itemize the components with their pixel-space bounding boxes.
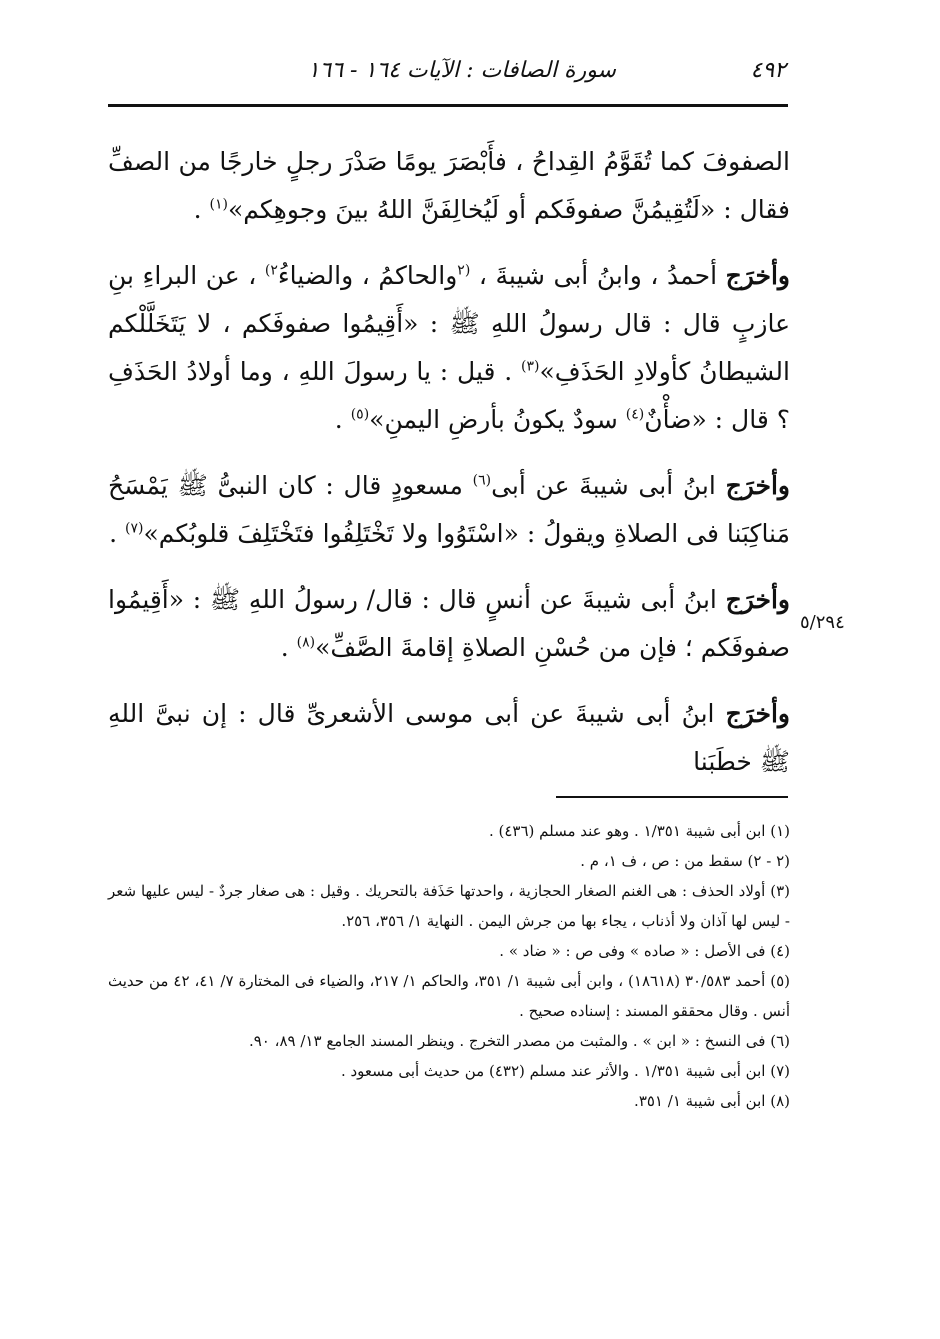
footnote: (٣) أولاد الحذف : هى الغنم الصغار الحجازية ، واحدتها حَذَفة بالتحريك . وقيل : هى صغار جردٌ - ليس عليها شعر - ليس لها آذان ولا أذناب ، يجاء بها من جرش اليمن . النهاية ١/ ٣٥٦، ٢٥٦. bbox=[108, 882, 790, 930]
footnote-ref-6: (٦) bbox=[472, 472, 492, 489]
footnotes bbox=[108, 816, 790, 1116]
footnote-ref-3: (٣) bbox=[521, 358, 540, 375]
running-head: سورة الصافات : الآيات ١٦٤ - ١٦٦ bbox=[307, 58, 616, 83]
paragraph-tail: . bbox=[109, 519, 126, 548]
paragraph-2 bbox=[108, 252, 790, 444]
paragraph-text: سودٌ يكونُ بأرضِ اليمنِ» bbox=[369, 405, 626, 434]
footnote: (١) ابن أبى شيبة ١/٣٥١ . وهو عند مسلم (٤٣٦) . bbox=[488, 822, 790, 840]
footnote: (٤) فى الأصل : « صاده » وفى ص : « ضاد » . bbox=[499, 942, 790, 960]
paragraph-tail: . bbox=[193, 195, 210, 224]
paragraph-5 bbox=[108, 690, 790, 786]
page-number: ٤٩٢ bbox=[750, 58, 786, 83]
paragraph-text: ابنُ أبى شيبةَ عن أبى موسى الأشعرىِّ قال : إن نبىَّ اللهِ ﷺ خطَبَنا bbox=[108, 699, 790, 776]
paragraph-tail: . bbox=[334, 405, 351, 434]
paragraph-text: ابنُ أبى شيبةَ عن أنسٍ قال : قال/ رسولُ اللهِ ﷺ : «أَقِيمُوا صفوفَكم ؛ فإن من حُسْنِ الصلاةِ إقامةَ الصَّفِّ» bbox=[108, 585, 790, 662]
footnote: (٨) ابن أبى شيبة ١/ ٣٥١. bbox=[634, 1092, 790, 1110]
main-text bbox=[108, 138, 790, 804]
paragraph-text: والحاكمُ ، والضياءُ bbox=[277, 261, 458, 290]
footnote: (٥) أحمد ٣٠/٥٨٣ (١٨٦١٨) ، وابن أبى شيبة ١/ ٣٥١، والحاكم ١/ ٢١٧، والضياء فى المختارة ٧/ ٤١، ٤٢ من حديث أنس . وقال محققو المسند : إسناده صحيح . bbox=[108, 972, 791, 1020]
paragraph-tail: . bbox=[280, 633, 297, 662]
paragraph-text: مسعودٍ قال : كان النبىُّ ﷺ يَمْسَحُ مَناكِبَنا فى الصلاةِ ويقولُ : «اسْتَوُوا ولا تَخْتَلِفُوا فتَخْتَلِفَ قلوبُكم» bbox=[108, 471, 790, 548]
paragraph-lead: وأخرَج bbox=[725, 471, 790, 500]
paragraph-3 bbox=[108, 462, 790, 558]
footnote-ref-2-open: (٢ bbox=[457, 262, 471, 279]
footnote-ref-4: (٤) bbox=[625, 406, 645, 423]
margin-note: ٥/٢٩٤ bbox=[800, 612, 845, 633]
footnote-ref-1: (١) bbox=[209, 196, 228, 213]
paragraph-text: ابنُ أبى شيبةَ عن أبى bbox=[491, 471, 726, 500]
footnote-ref-7: (٧) bbox=[125, 520, 144, 537]
paragraph-lead: وأخرَج bbox=[725, 699, 790, 728]
header-rule bbox=[108, 104, 788, 107]
footnote: (٢ - ٢) سقط من : ص ، ف ١، م . bbox=[580, 852, 790, 870]
footnote-ref-5: (٥) bbox=[350, 406, 370, 423]
paragraph-4 bbox=[108, 576, 790, 672]
page-header bbox=[108, 52, 786, 96]
footnote-ref-8: (٨) bbox=[296, 634, 316, 651]
footnote-ref-2-close: ٢) bbox=[264, 262, 278, 279]
paragraph-text: ، عن البراءِ بنِ عازبٍ قال : قال رسولُ اللهِ ﷺ : «أَقِيمُوا صفوفَكم ، لا يَتَخَلَّلْكم الشيطانُ كأولادِ الحَذَفِ» bbox=[108, 261, 790, 386]
paragraph-text: الصفوفَ كما تُقَوَّمُ القِداحُ ، فأَبْصَرَ يومًا صَدْرَ رجلٍ خارجًا من الصفِّ فقال : «لَتُقِيمُنَّ صفوفَكم أو لَيُخالِفَنَّ اللهُ بينَ وجوهِكم» bbox=[108, 147, 790, 224]
paragraph-text: أحمدُ ، وابنُ أبى شيبةَ ، bbox=[470, 261, 726, 290]
paragraph-1 bbox=[108, 138, 790, 234]
paragraph-lead: وأخرَج bbox=[725, 585, 790, 614]
footnote-rule bbox=[556, 796, 788, 798]
footnote: (٧) ابن أبى شيبة ١/٣٥١ . والأثر عند مسلم (٤٣٢) من حديث أبى مسعود . bbox=[340, 1062, 790, 1080]
paragraph-text: . قيل : يا رسولَ اللهِ ، وما أولادُ الحَذَفِ ؟ قال : «ضأْنٌ bbox=[108, 357, 790, 434]
paragraph-lead: وأخرَج bbox=[725, 261, 790, 290]
footnote: (٦) فى النسخ : « ابن » . والمثبت من مصدر التخرج . وينظر المسند الجامع ١٣/ ٨٩، ٩٠. bbox=[248, 1032, 790, 1050]
